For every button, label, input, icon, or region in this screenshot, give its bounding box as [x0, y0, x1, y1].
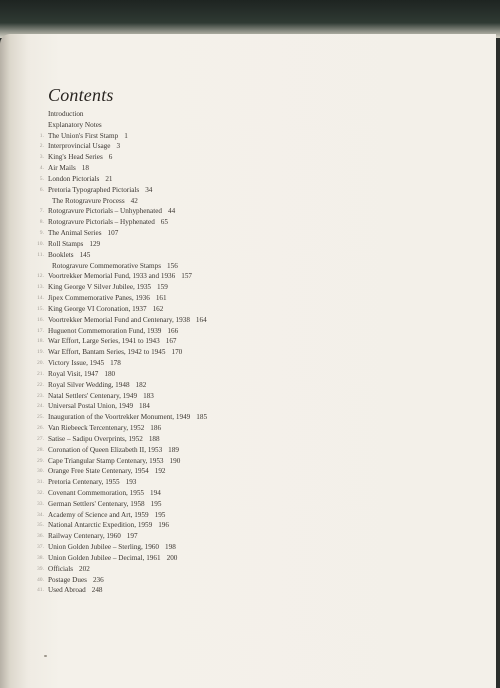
entry-number: 34. [37, 511, 44, 518]
entry-title: The Animal Series [48, 229, 102, 238]
entry-title-line [48, 141, 120, 152]
entry-title: Union Golden Jubilee – Sterling, 1960 [48, 543, 159, 552]
entry-title: King George VI Coronation, 1937 [48, 304, 147, 313]
entry-title-line [48, 531, 138, 542]
contents-entry [0, 120, 480, 131]
entry-page-number: 18 [81, 164, 89, 173]
contents-entry [0, 326, 480, 337]
entry-title: The Rotogravure Process [52, 196, 125, 205]
contents-entry [0, 380, 480, 391]
entry-page-number: 161 [155, 294, 167, 303]
entry-title-line [48, 326, 178, 337]
entry-title: Satise – Sadipu Overprints, 1952 [48, 434, 143, 443]
entry-title: The Union's First Stamp [48, 131, 119, 140]
contents-entry [0, 423, 480, 434]
entry-title: Universal Postal Union, 1949 [48, 402, 134, 411]
entry-title: Natal Settlers' Centenary, 1949 [48, 391, 138, 400]
entry-page-number: 167 [165, 337, 177, 346]
contents-entry [0, 347, 480, 358]
contents-entry [0, 315, 480, 326]
entry-number: 9. [39, 230, 44, 237]
entry-title-line [48, 412, 207, 423]
entry-page-number: 190 [169, 456, 181, 465]
entry-page-number: 3 [116, 142, 121, 151]
entry-page-number: 180 [104, 369, 116, 378]
entry-number: 23. [37, 392, 44, 399]
entry-title: Inauguration of the Voortrekker Monument, 1949 [48, 413, 191, 422]
contents-entry [0, 196, 480, 207]
entry-title-line [48, 401, 150, 412]
entry-title-line [48, 185, 152, 196]
entry-title: Introduction [48, 110, 84, 118]
entry-number: 17. [37, 327, 44, 334]
entry-number: 35. [37, 522, 44, 529]
entry-number: 37. [37, 544, 44, 551]
entry-number: 1. [39, 132, 44, 139]
entry-number: 18. [37, 338, 44, 345]
entry-title-line [48, 477, 136, 488]
entry-title: Jipex Commemorative Panes, 1936 [48, 294, 150, 303]
entry-title: Rotogravure Pictorials – Unhyphenated [48, 207, 162, 216]
contents-heading: Contents [48, 85, 114, 105]
entry-number: 12. [37, 273, 44, 280]
entry-title: Cape Triangular Stamp Centenary, 1953 [48, 456, 164, 465]
contents-entry [0, 163, 480, 174]
entry-title-line [48, 271, 192, 282]
entry-page-number: 195 [154, 510, 166, 519]
entry-title-line [48, 553, 177, 564]
entry-page-number: 164 [195, 315, 207, 324]
entry-title: Huguenot Commemoration Fund, 1939 [48, 326, 162, 335]
entry-title: Coronation of Queen Elizabeth II, 1953 [48, 445, 163, 454]
book-top-edge [0, 0, 500, 38]
entry-title-line [48, 131, 128, 142]
contents-entry [0, 217, 480, 228]
entry-number: 6. [39, 186, 44, 193]
entry-title: German Settlers' Centenary, 1958 [48, 499, 145, 508]
contents-entry [0, 466, 480, 477]
entry-number: 21. [37, 370, 44, 377]
entry-page-number: 1 [124, 131, 128, 140]
entry-number: 29. [37, 457, 44, 464]
entry-title-line [48, 315, 207, 326]
contents-entry [0, 531, 480, 542]
contents-entry [0, 185, 480, 196]
entry-title-line [48, 152, 112, 163]
entry-page-number: 184 [139, 402, 150, 411]
entry-page-number: 6 [108, 153, 113, 162]
entry-title-line [48, 358, 121, 369]
contents-list [0, 109, 480, 596]
contents-entry [0, 434, 480, 445]
contents-entry [0, 228, 480, 239]
entry-title-line [48, 423, 161, 434]
entry-number: 31. [37, 479, 44, 486]
entry-title-line [48, 239, 100, 250]
entry-title: Royal Visit, 1947 [48, 369, 99, 378]
entry-title: King's Head Series [48, 153, 103, 162]
entry-page-number: 186 [150, 424, 162, 433]
contents-entry [0, 542, 480, 553]
entry-title: Interprovincial Usage [48, 142, 111, 151]
entry-number: 38. [37, 554, 44, 561]
page-mark [44, 655, 47, 657]
entry-title-line [48, 542, 176, 553]
contents-entry [0, 250, 480, 261]
entry-page-number: 182 [135, 380, 147, 389]
entry-number: 8. [39, 219, 44, 226]
entry-page-number: 34 [145, 185, 153, 194]
entry-page-number: 193 [125, 478, 137, 487]
entry-title-line [48, 217, 168, 228]
contents-entry [0, 553, 480, 564]
entry-page-number: 188 [148, 434, 160, 443]
entry-title-line [48, 575, 104, 586]
entry-title-line [48, 228, 118, 239]
entry-title-line [48, 282, 168, 293]
entry-title-line [52, 196, 138, 207]
entry-number: 20. [37, 360, 44, 367]
entry-title-line [48, 293, 167, 304]
entry-title: Royal Silver Wedding, 1948 [48, 380, 130, 389]
contents-entry [0, 282, 480, 293]
contents-entry [0, 336, 480, 347]
entry-number: 26. [37, 425, 44, 432]
contents-entry [0, 445, 480, 456]
entry-title-line [48, 347, 182, 358]
entry-title-line [48, 250, 90, 261]
contents-entry [0, 369, 480, 380]
entry-title-line [48, 499, 161, 510]
entry-title-line [48, 434, 160, 445]
entry-title: Postage Dues [48, 575, 87, 584]
entry-number: 36. [37, 533, 44, 540]
entry-title: National Antarctic Expedition, 1959 [48, 521, 153, 530]
contents-entry [0, 239, 480, 250]
entry-title-line [48, 369, 115, 380]
entry-number: 2. [39, 143, 44, 150]
entry-title-line [48, 304, 163, 315]
contents-entry [0, 152, 480, 163]
entry-page-number: 198 [165, 543, 176, 552]
entry-title: Railway Centenary, 1960 [48, 532, 121, 541]
entry-page-number: 192 [154, 467, 166, 476]
entry-title: Rotogravure Pictorials – Hyphenated [48, 218, 155, 227]
contents-entry [0, 585, 480, 596]
entry-title-line [48, 206, 175, 217]
contents-entry [0, 174, 480, 185]
entry-page-number: 42 [130, 196, 138, 205]
entry-page-number: 195 [150, 499, 162, 508]
entry-page-number: 248 [91, 586, 103, 595]
entry-page-number: 197 [126, 532, 138, 541]
contents-entry [0, 510, 480, 521]
entry-title: Academy of Science and Art, 1959 [48, 510, 149, 519]
entry-number: 19. [37, 349, 44, 356]
contents-entry [0, 499, 480, 510]
contents-entry [0, 391, 480, 402]
entry-title-line [48, 120, 108, 131]
entry-number: 14. [37, 295, 44, 302]
entry-title: Victory Issue, 1945 [48, 359, 105, 368]
entry-page-number: 202 [79, 564, 90, 573]
contents-entry [0, 412, 480, 423]
entry-number: 10. [37, 240, 44, 247]
entry-number: 27. [37, 435, 44, 442]
entry-number: 24. [37, 403, 44, 410]
entry-number: 4. [39, 165, 44, 172]
entry-page-number: 185 [196, 413, 208, 422]
entry-page-number: 166 [167, 326, 179, 335]
entry-number: 16. [37, 316, 44, 323]
entry-page-number: 236 [92, 575, 104, 584]
contents-entry [0, 261, 480, 272]
entry-title: Air Mails [48, 164, 76, 173]
contents-entry [0, 131, 480, 142]
entry-number: 15. [37, 305, 44, 312]
contents-entry [0, 271, 480, 282]
entry-number: 7. [39, 208, 44, 215]
entry-page-number: 189 [168, 445, 179, 454]
contents-entry [0, 401, 480, 412]
entry-page-number: 44 [167, 207, 176, 216]
entry-title: Voortrekker Memorial Fund, 1933 and 1936 [48, 272, 176, 281]
entry-page-number: 200 [166, 553, 178, 562]
entry-title-line [48, 456, 180, 467]
entry-number: 25. [37, 414, 44, 421]
entry-title: Voortrekker Memorial Fund and Centenary, 1938 [48, 315, 190, 324]
entry-title-line [52, 261, 178, 272]
contents-entry [0, 141, 480, 152]
contents-entry [0, 575, 480, 586]
entry-title: Booklets [48, 250, 74, 259]
entry-title-line [48, 174, 113, 185]
entry-title: London Pictorials [48, 174, 100, 183]
entry-title: Orange Free State Centenary, 1954 [48, 467, 149, 476]
entry-title: Roll Stamps [48, 239, 84, 248]
entry-title: Covenant Commemoration, 1955 [48, 488, 145, 497]
entry-page-number: 65 [160, 218, 168, 227]
entry-title-line [48, 109, 90, 120]
entry-title-line [48, 466, 166, 477]
contents-entry [0, 358, 480, 369]
entry-title: King George V Silver Jubilee, 1935 [48, 283, 152, 292]
entry-number: 39. [37, 565, 44, 572]
entry-number: 32. [37, 489, 44, 496]
entry-title: Officials [48, 564, 74, 573]
entry-page-number: 194 [150, 488, 161, 497]
contents-entry [0, 293, 480, 304]
entry-number: 30. [37, 468, 44, 475]
entry-title: Union Golden Jubilee – Decimal, 1961 [48, 553, 161, 562]
entry-number: 22. [37, 381, 44, 388]
entry-page-number: 21 [105, 174, 113, 183]
entry-page-number: 145 [79, 250, 91, 259]
contents-entry [0, 206, 480, 217]
entry-page-number: 159 [157, 283, 168, 292]
entry-page-number: 129 [89, 239, 101, 248]
entry-title: Used Abroad [48, 586, 86, 595]
entry-title: Pretoria Centenary, 1955 [48, 478, 120, 487]
contents-entry [0, 564, 480, 575]
entry-title: Explanatory Notes [48, 120, 102, 129]
entry-number: 40. [37, 576, 44, 583]
entry-number: 3. [39, 154, 44, 161]
contents-entry [0, 109, 480, 120]
entry-title-line [48, 564, 90, 575]
entry-title: Rotogravure Commemorative Stamps [52, 261, 161, 270]
entry-title: Van Riebeeck Tercentenary, 1952 [48, 424, 145, 433]
contents-entry [0, 520, 480, 531]
entry-title-line [48, 391, 154, 402]
entry-title-line [48, 336, 177, 347]
entry-title-line [48, 380, 146, 391]
contents-entry [0, 488, 480, 499]
entry-number: 28. [37, 446, 44, 453]
entry-number: 5. [39, 175, 44, 182]
entry-page-number: 178 [110, 359, 121, 368]
entry-title-line [48, 520, 169, 531]
contents-entry [0, 456, 480, 467]
contents-entry [0, 304, 480, 315]
entry-title: Pretoria Typographed Pictorials [48, 185, 140, 194]
entry-page-number: 156 [167, 261, 178, 270]
entry-page-number: 162 [152, 304, 164, 313]
entry-page-number: 183 [143, 391, 154, 400]
entry-page-number: 170 [171, 348, 183, 357]
entry-number: 33. [37, 500, 44, 507]
entry-title-line [48, 445, 179, 456]
entry-title: War Effort, Bantam Series, 1942 to 1945 [48, 348, 166, 357]
contents-entry [0, 477, 480, 488]
entry-number: 41. [37, 587, 44, 594]
entry-title: War Effort, Large Series, 1941 to 1943 [48, 337, 160, 346]
entry-page-number: 107 [107, 229, 119, 238]
entry-number: 13. [37, 284, 44, 291]
entry-title-line [48, 163, 89, 174]
entry-page-number: 196 [158, 521, 169, 530]
entry-page-number: 157 [181, 272, 193, 281]
entry-title-line [48, 510, 165, 521]
entry-title-line [48, 488, 161, 499]
entry-title-line [48, 585, 103, 596]
entry-number: 11. [37, 251, 44, 258]
